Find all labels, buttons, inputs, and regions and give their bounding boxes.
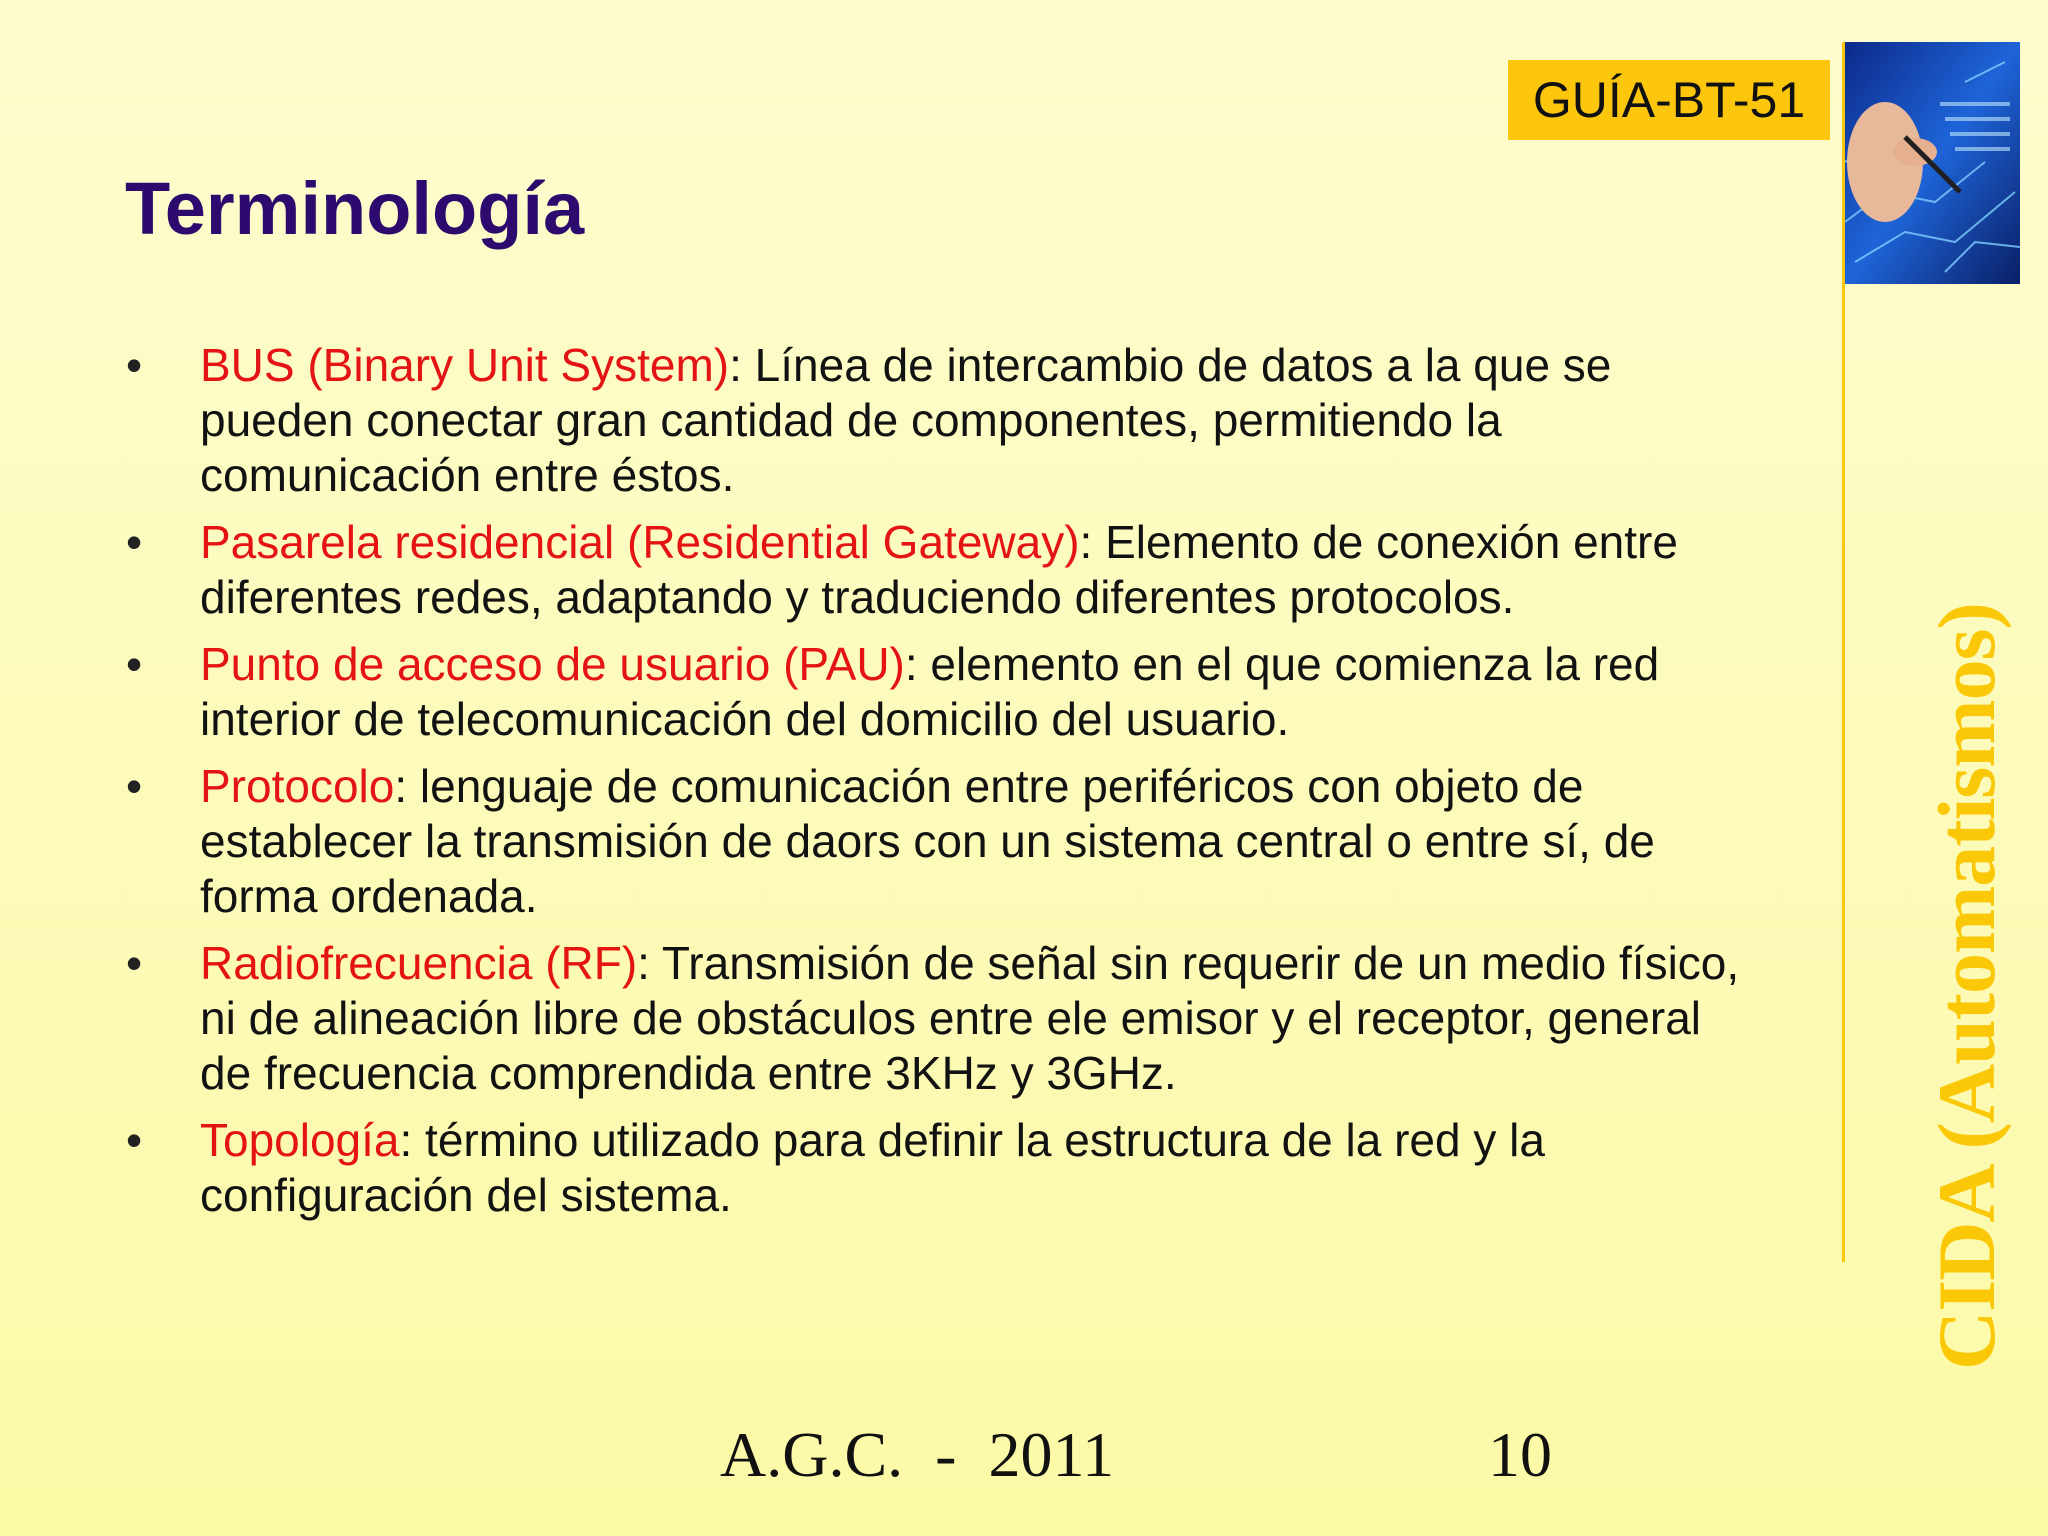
term-name: Punto de acceso de usuario (PAU) <box>200 638 905 690</box>
bullet-icon: • <box>126 339 143 391</box>
term-name: Pasarela residencial (Residential Gateway) <box>200 516 1080 568</box>
term-name: Topología <box>200 1114 400 1166</box>
list-item <box>120 759 1740 924</box>
vertical-divider <box>1842 42 1845 1262</box>
list-item <box>120 637 1740 747</box>
bullet-icon: • <box>126 638 143 690</box>
guide-label: GUÍA-BT-51 <box>1532 72 1806 128</box>
list-item <box>120 338 1740 503</box>
list-item <box>120 936 1740 1101</box>
list-item <box>120 1113 1740 1223</box>
page-title: Terminología <box>125 167 585 250</box>
term-name: Radiofrecuencia (RF) <box>200 937 638 989</box>
term-list <box>120 338 1740 1235</box>
term-definition: : elemento en el que comienza la red interior de telecomunicación del domicilio del usuario. <box>200 638 1660 745</box>
side-label: CIDA (Automatismos) <box>1921 603 2012 1370</box>
hand-pen-circuit-image <box>1845 42 2020 284</box>
bullet-icon: • <box>126 937 143 989</box>
term-definition: : término utilizado para definir la estructura de la red y la configuración del sistema. <box>200 1114 1545 1221</box>
page-number: 10 <box>1488 1419 1552 1490</box>
bullet-icon: • <box>126 516 143 568</box>
term-definition: : Elemento de conexión entre diferentes redes, adaptando y traduciendo diferentes protocolos. <box>200 516 1678 623</box>
list-item <box>120 515 1740 625</box>
term-definition: : lenguaje de comunicación entre periféricos con objeto de establecer la transmisión de daors con un sistema central o entre sí, de forma ordenada. <box>200 760 1655 922</box>
bullet-icon: • <box>126 760 143 812</box>
term-definition: : Transmisión de señal sin requerir de un medio físico, ni de alineación libre de obstáculos entre ele emisor y el receptor, general de frecuencia comprendida entre 3KHz y 3GHz. <box>200 937 1740 1099</box>
term-name: Protocolo <box>200 760 395 812</box>
term-name: BUS (Binary Unit System) <box>200 339 730 391</box>
footer-author-year: A.G.C. - 2011 <box>720 1419 1115 1490</box>
guide-label-box <box>1508 60 1830 140</box>
term-definition: : Línea de intercambio de datos a la que se pueden conectar gran cantidad de componentes, permitiendo la comunicación entre éstos. <box>200 339 1612 501</box>
bullet-icon: • <box>126 1114 143 1166</box>
